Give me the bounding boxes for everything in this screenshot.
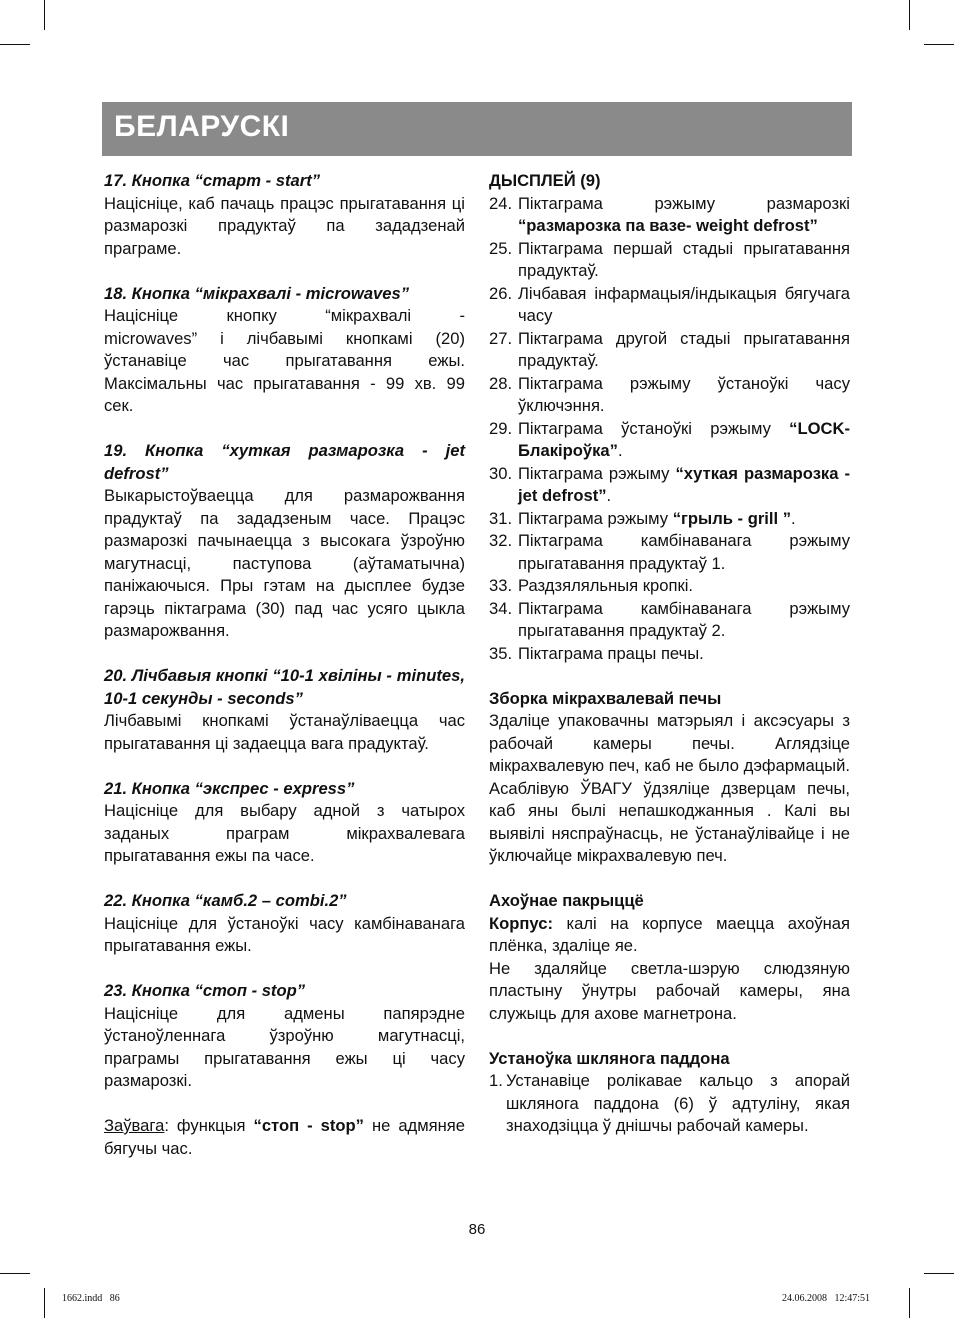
section-number-buttons [104, 665, 465, 755]
section-microwaves-button [104, 283, 465, 418]
list-item [489, 238, 850, 283]
item-number: 30. [489, 463, 513, 483]
right-column [489, 170, 850, 1138]
item-text: Раздзяляльныя кропкі. [518, 576, 694, 595]
body-label: Корпус: [489, 913, 553, 933]
section-express-button [104, 778, 465, 868]
item-text: Піктаграма рэжыму “хуткая размарозка - jet defrost”. [518, 463, 850, 505]
left-column [104, 170, 465, 1160]
item-text: Піктаграма рэжыму “грыль - grill ”. [518, 508, 796, 528]
note-bold: “стоп - stop” [253, 1116, 364, 1135]
item-text: Піктаграма ўстаноўкі рэжыму “LOCK-Блакіроўка”. [518, 418, 850, 460]
section-body: Націсніце для выбару адной з чатырох заданых праграм мікрахвалевага прыгатавання ежы па часе. [104, 801, 465, 865]
list-item [489, 530, 850, 575]
section-body: Выкарыстоўваецца для размарожвання прадуктаў па зададзеным часе. Працэс размарозкі пачынаецца з высокага ўзроўню магутнасці, паступова (аўтаматычна) паніжаючыся. Пры гэтам на дысплее будзе гарэць піктаграма (30) пад час усяго цыкла размарожвання. [104, 486, 465, 640]
body-text: калі на корпусе маецца ахоўная плёнка, здаліце яе. [489, 913, 850, 955]
item-number: 29. [489, 418, 513, 438]
crop-mark [909, 0, 910, 30]
list-item [489, 1070, 850, 1138]
crop-mark [924, 44, 954, 45]
section-glass-tray [489, 1048, 850, 1138]
section-body-line: Націсніце кнопку “мікрахвалі - [104, 306, 465, 325]
section-heading: 23. Кнопка “стоп - stop” [104, 981, 306, 1000]
item-number: 33. [489, 576, 513, 595]
section-heading: 20. Лічбавыя кнопкі “10-1 хвіліны - minutes, 10-1 секунды - seconds” [104, 666, 465, 708]
crop-mark [0, 1273, 30, 1274]
list-item [489, 598, 850, 643]
list-item [489, 373, 850, 418]
item-text: Піктаграма камбінаванага рэжыму прыгатавання прадуктаў 2. [518, 598, 850, 640]
section-body [489, 913, 850, 958]
section-body: Здаліце упаковачны матэрыял і аксэсуары з рабочай камеры печы. Аглядзіце мікрахвалевую печ, каб не было дэфармацый. Асаблівую ЎВАГУ ўдзяліце дзверцам печы, каб яны былі непашкоджанныя . Калі вы выявілі няспраўнасць, не ўстанаўлівайце і не ўключайце мікрахвалевую печ. [489, 711, 850, 865]
section-body: Не здаляйце светла-шэрую слюдзяную пластыну ўнутры рабочай камеры, яна служыць для ахове магнетрона. [489, 958, 850, 1023]
section-heading: 22. Кнопка “камб.2 – combi.2” [104, 891, 347, 910]
note-label: Заўвага [104, 1116, 165, 1135]
list-item [489, 643, 850, 666]
section-heading: Устаноўка шклянога паддона [489, 1048, 730, 1068]
item-text: Піктаграма камбінаванага рэжыму прыгатавання прадуктаў 1. [518, 531, 850, 573]
item-number: 24. [489, 193, 513, 213]
list-item [489, 508, 850, 531]
section-jet-defrost-button [104, 440, 465, 643]
section-display [489, 170, 850, 665]
item-text: Піктаграма працы печы. [518, 643, 704, 663]
section-stop-button [104, 980, 465, 1093]
item-number: 25. [489, 238, 513, 258]
item-text: Устанавіце ролікавае кальцо з апорай шклянога паддона (6) ў адтуліну, якая знаходзіцца ў днішчы рабочай камеры. [506, 1071, 850, 1135]
page-number: 86 [468, 1221, 486, 1238]
list-item [489, 575, 850, 598]
crop-mark [44, 1288, 45, 1318]
note-text: не адмяняе бягучы час. [104, 1116, 466, 1158]
crop-mark [0, 44, 30, 45]
date-slug: 24.06.2008 12:47:51 [782, 1293, 871, 1304]
item-number: 1. [489, 1071, 503, 1090]
item-text: Піктаграма першай стадыі прыгатавання прадуктаў. [518, 238, 850, 280]
language-banner [102, 102, 852, 156]
section-heading: 19. Кнопка “хуткая размарозка - jet defrost” [104, 441, 465, 483]
item-number: 26. [489, 283, 513, 303]
section-heading: 17. Кнопка “старт - start” [104, 171, 321, 190]
crop-mark [44, 0, 45, 30]
list-item [489, 193, 850, 238]
item-number: 28. [489, 373, 513, 393]
section-assembly [489, 688, 850, 868]
section-start-button [104, 170, 465, 260]
section-combi2-button [104, 890, 465, 958]
section-heading: ДЫСПЛЕЙ (9) [489, 171, 601, 190]
item-number: 31. [489, 508, 513, 528]
item-number: 27. [489, 328, 513, 348]
note-paragraph [104, 1115, 465, 1160]
item-number: 32. [489, 531, 513, 550]
item-text: Лічбавая інфармацыя/індыкацыя бягучага часу [518, 283, 850, 325]
item-text: Піктаграма рэжыму ўстаноўкі часу ўключэння. [518, 373, 850, 415]
section-body: Націсніце для адмены папярэдне ўстаноўленнага ўзроўню магутнасці, праграмы прыгатавання ежы ці часу размарозкі. [104, 1003, 465, 1090]
list-item [489, 283, 850, 328]
section-heading: Зборка мікрахвалевай печы [489, 688, 722, 708]
item-text: Піктаграма рэжыму размарозкі “размарозка па вазе- weight defrost” [518, 193, 850, 235]
display-icon-list [489, 193, 850, 666]
list-item [489, 328, 850, 373]
list-item [489, 463, 850, 508]
note-text: : функцыя [164, 1116, 254, 1135]
section-heading: 18. Кнопка “мікрахвалі - microwaves” [104, 283, 410, 303]
section-protective-coating [489, 890, 850, 1025]
section-heading: Ахоўнае пакрыццё [489, 891, 644, 910]
item-text: Піктаграма другой стадыі прыгатавання прадуктаў. [518, 328, 850, 370]
item-number: 35. [489, 643, 513, 663]
section-body: microwaves” і лічбавымі кнопкамі (20) ўстанавіце час прыгатавання ежы. Максімальны час прыгатавання - 99 хв. 99 сек. [104, 328, 465, 415]
section-body: Націсніце для ўстаноўкі часу камбінаванага прыгатавання ежы. [104, 913, 465, 955]
section-heading: 21. Кнопка “экспрес - express” [104, 778, 355, 798]
list-item [489, 418, 850, 463]
banner-title: БЕЛАРУСКІ [114, 110, 290, 143]
file-slug: 1662.indd 86 [62, 1293, 120, 1304]
section-body: Націсніце, каб пачаць працэс прыгатавання ці размарозкі прадуктаў па зададзенай праграме. [104, 193, 465, 258]
section-body: Лічбавымі кнопкамі ўстанаўліваецца час прыгатавання ці задаецца вага прадуктаў. [104, 711, 465, 753]
item-number: 34. [489, 598, 513, 618]
crop-mark [909, 1288, 910, 1318]
crop-mark [924, 1273, 954, 1274]
tray-step-list [489, 1070, 850, 1138]
